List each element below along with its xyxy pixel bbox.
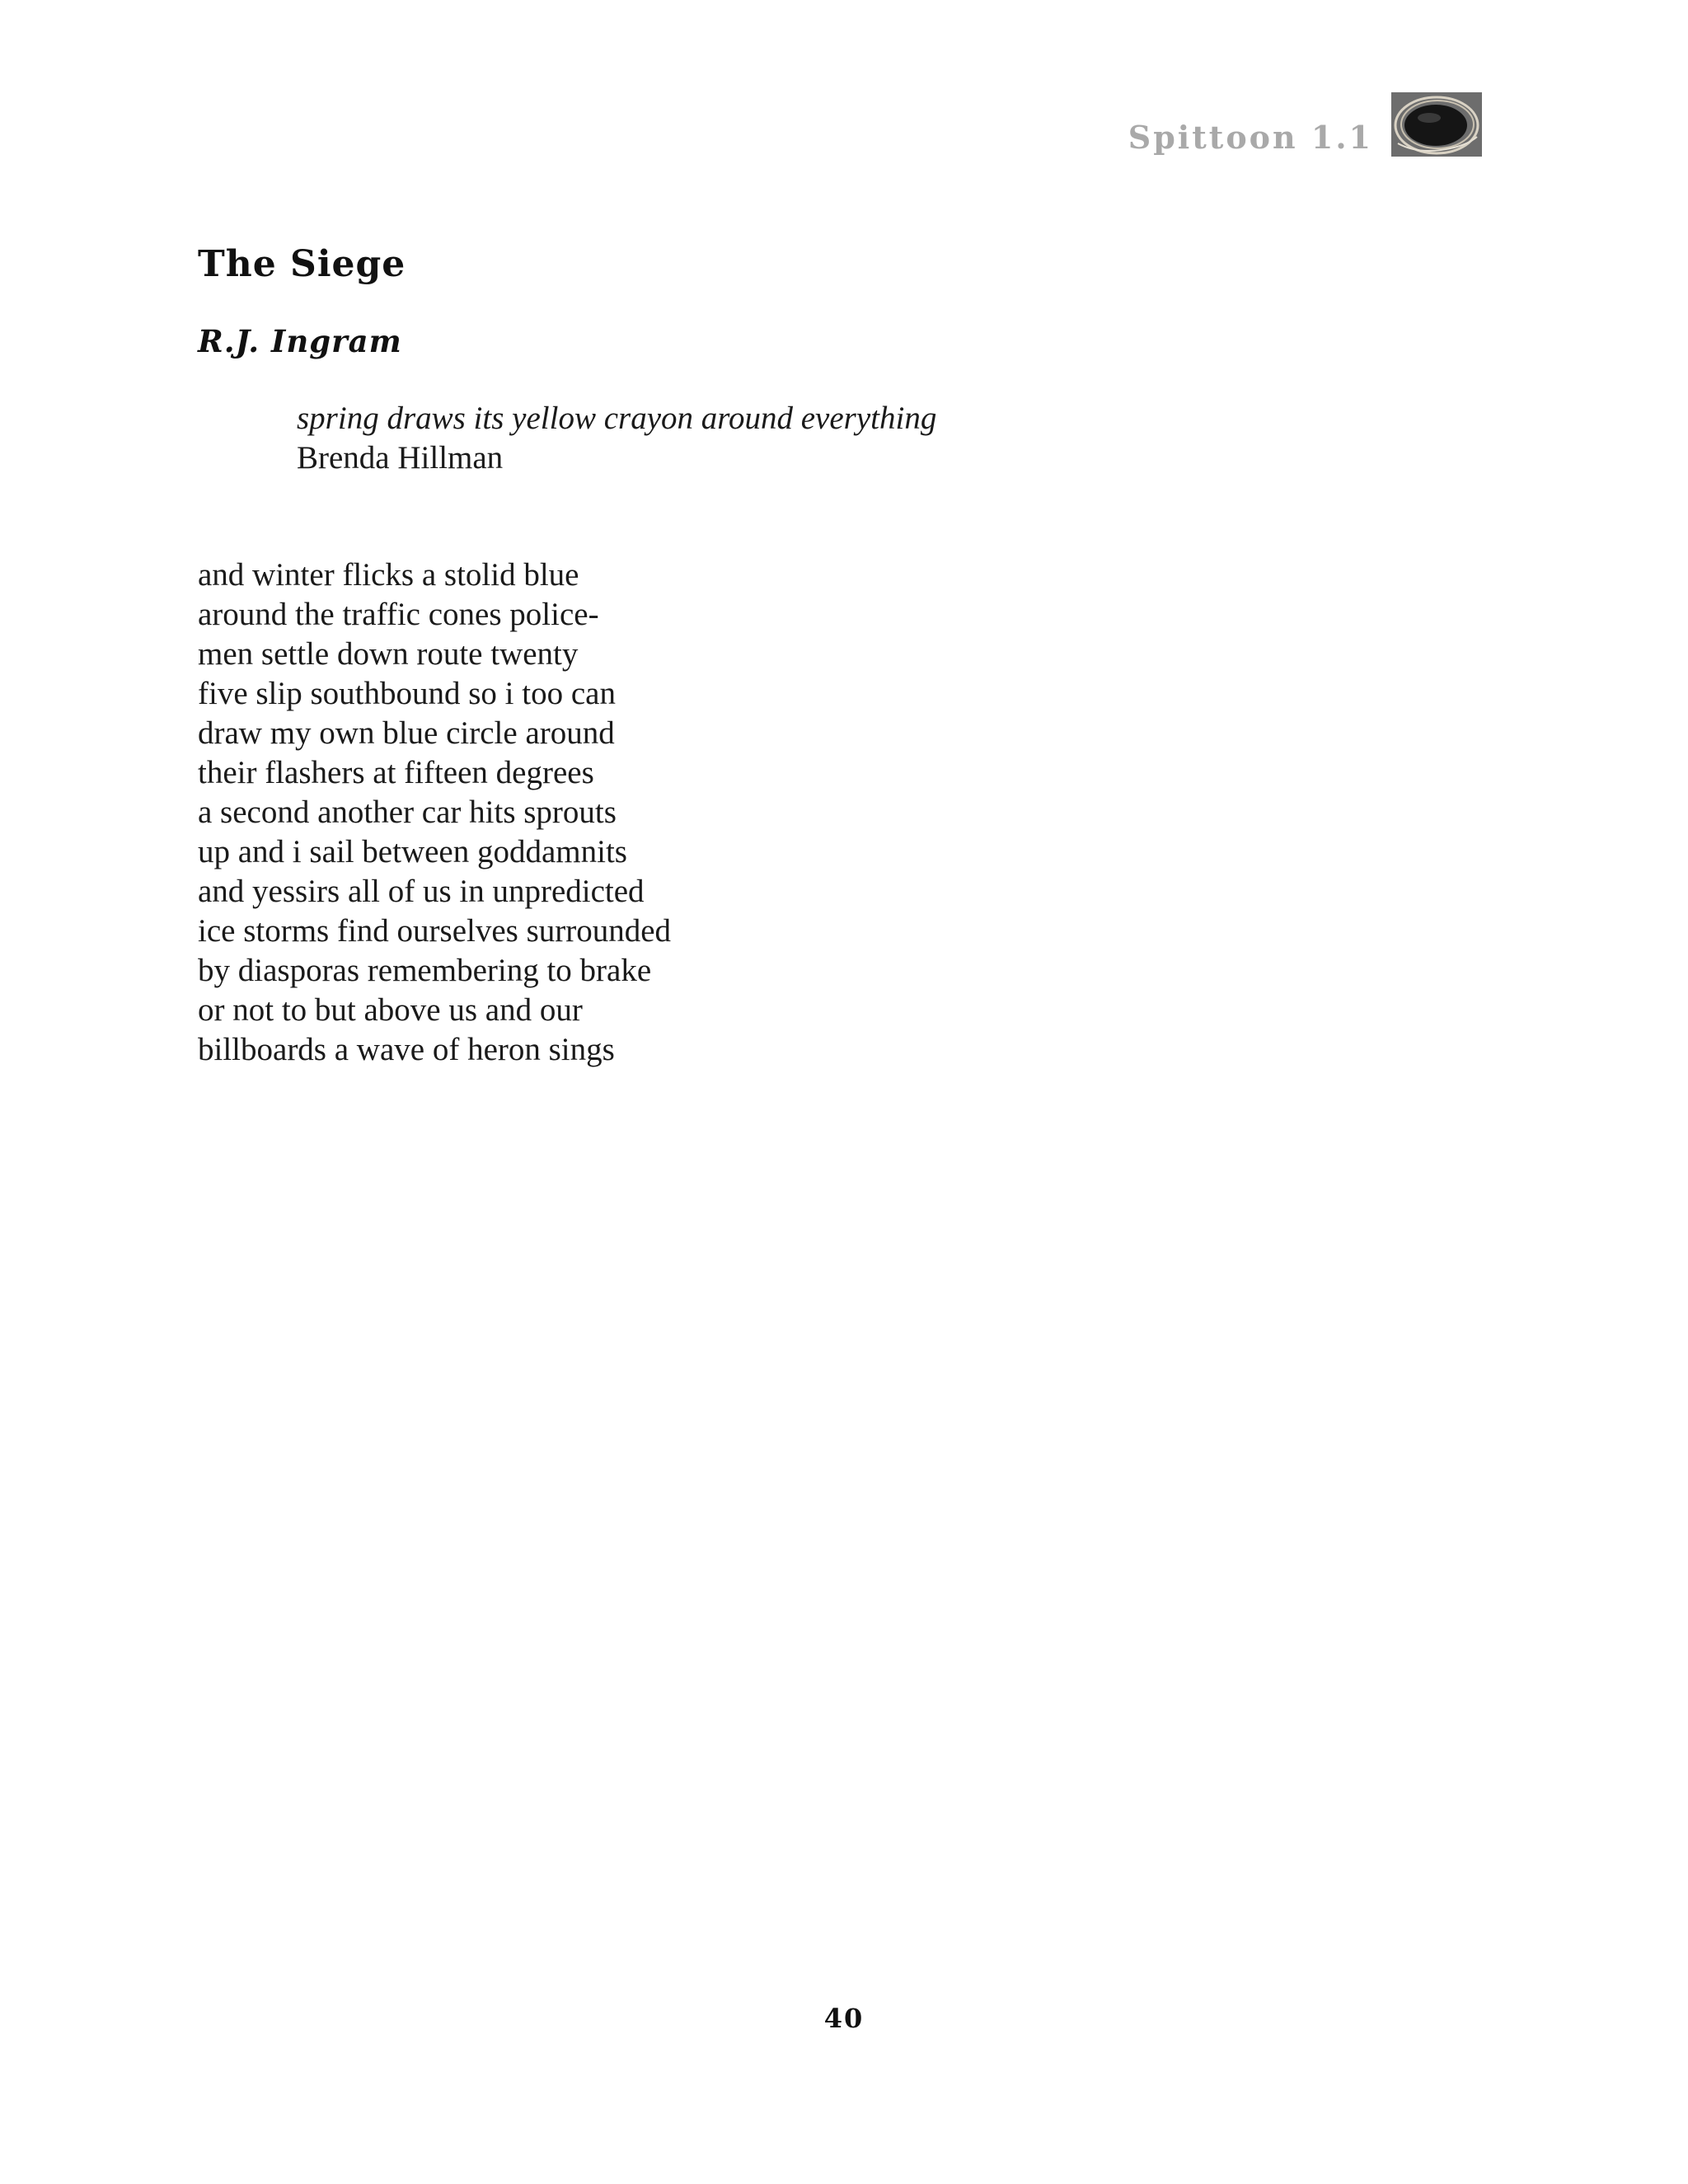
poem-line: billboards a wave of heron sings xyxy=(198,1032,615,1067)
poem-line: or not to but above us and our xyxy=(198,992,583,1028)
poem-line: their flashers at fifteen degrees xyxy=(198,755,594,790)
page-number: 40 xyxy=(823,2003,865,2034)
poem-line: and yessirs all of us in unpredicted xyxy=(198,874,645,909)
poem-line: draw my own blue circle around xyxy=(198,715,615,751)
poem-line: men settle down route twenty xyxy=(198,636,579,672)
poem-line: by diasporas remembering to brake xyxy=(198,953,652,988)
journal-name: Spittoon 1.1 xyxy=(1128,118,1373,156)
poem-line: ice storms find ourselves surrounded xyxy=(198,913,672,949)
poem-line: up and i sail between goddamnits xyxy=(198,834,627,869)
epigraph xyxy=(297,399,936,478)
poem-author: R.J. Ingram xyxy=(198,323,402,359)
epigraph-attribution: Brenda Hillman xyxy=(297,440,504,476)
page-header xyxy=(1128,92,1482,157)
poem-line: and winter flicks a stolid blue xyxy=(198,557,579,593)
poem-body xyxy=(198,555,671,1070)
poem-title: The Siege xyxy=(198,243,406,285)
stone-ring-logo-icon xyxy=(1391,92,1482,157)
poem-line: around the traffic cones police- xyxy=(198,597,599,632)
poem-line: five slip southbound so i too can xyxy=(198,676,616,711)
epigraph-quote: spring draws its yellow crayon around everything xyxy=(297,401,937,436)
poem-line: a second another car hits sprouts xyxy=(198,794,617,830)
